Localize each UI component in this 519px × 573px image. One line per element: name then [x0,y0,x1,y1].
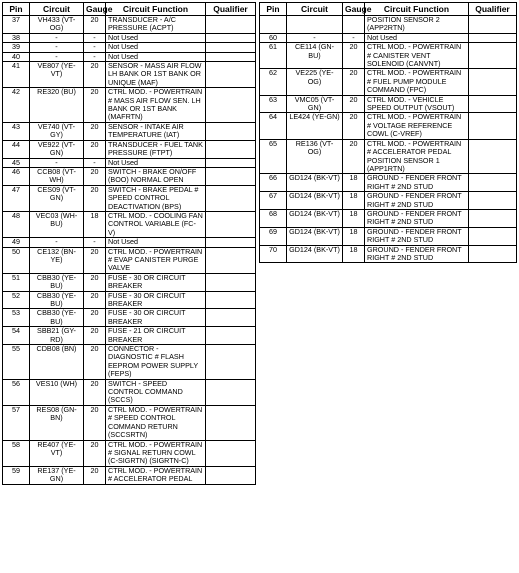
table-row [3,122,256,140]
qualifier-cell [469,192,517,210]
pin-cell: 63 [260,95,287,113]
gauge-cell: - [84,238,106,247]
pin-cell: 41 [3,62,30,88]
function-cell: CTRL MOD. - POWERTRAIN # EVAP CANISTER PURGE VALVE [106,247,206,273]
circuit-cell: RE320 (BU) [30,88,84,123]
qualifier-cell [206,309,256,327]
table-row [3,440,256,466]
circuit-cell [287,16,343,34]
function-cell: SWITCH - SPEED CONTROL COMMAND (SCCS) [106,379,206,405]
function-cell: FUSE - 30 OR CIRCUIT BREAKER [106,309,206,327]
table-row [3,291,256,309]
gauge-cell: - [84,43,106,52]
gauge-cell: 20 [84,291,106,309]
gauge-cell: 20 [84,185,106,211]
gauge-cell: 20 [84,440,106,466]
gauge-cell: 20 [343,113,365,139]
gauge-cell: 20 [84,273,106,291]
gauge-cell: - [84,52,106,61]
pinout-table-right [259,2,517,263]
circuit-cell: RE407 (YE-VT) [30,440,84,466]
table-row [3,211,256,237]
qualifier-cell [206,43,256,52]
qualifier-cell [206,466,256,484]
table-row [3,167,256,185]
circuit-cell: - [30,238,84,247]
table-row [260,209,517,227]
circuit-cell: VES10 (WH) [30,379,84,405]
pin-cell: 59 [3,466,30,484]
pin-cell: 55 [3,345,30,380]
gauge-cell: 20 [84,62,106,88]
pin-cell: 61 [260,43,287,69]
function-cell: FUSE - 21 OR CIRCUIT BREAKER [106,327,206,345]
circuit-cell: CBB30 (YE-BU) [30,291,84,309]
pin-cell: 69 [260,227,287,245]
table-row [260,174,517,192]
gauge-cell: 20 [84,405,106,440]
circuit-cell: CE132 (BN-YE) [30,247,84,273]
qualifier-cell [206,440,256,466]
function-cell: SENSOR - INTAKE AIR TEMPERATURE (IAT) [106,122,206,140]
table-row [3,185,256,211]
qualifier-cell [206,379,256,405]
qualifier-cell [206,158,256,167]
circuit-cell: - [30,43,84,52]
table-row [260,113,517,139]
qualifier-header: Qualifier [206,3,256,16]
table-row [3,16,256,34]
qualifier-cell [206,405,256,440]
pin-cell: 53 [3,309,30,327]
qualifier-cell [206,62,256,88]
function-cell: CTRL MOD. - COOLING FAN CONTROL VARIABLE (FC-V) [106,211,206,237]
qualifier-cell [469,69,517,95]
pin-cell: 37 [3,16,30,34]
pin-cell: 64 [260,113,287,139]
qualifier-cell [469,245,517,263]
function-cell: Not Used [106,52,206,61]
circuit-cell: CES09 (VT-GN) [30,185,84,211]
function-cell: GROUND - FENDER FRONT RIGHT # 2ND STUD [365,227,469,245]
gauge-cell: 18 [84,211,106,237]
gauge-cell: - [343,33,365,42]
qualifier-cell [206,122,256,140]
pin-cell: 52 [3,291,30,309]
table-row [3,62,256,88]
function-cell: GROUND - FENDER FRONT RIGHT # 2ND STUD [365,174,469,192]
gauge-cell: 18 [343,192,365,210]
function-cell: GROUND - FENDER FRONT RIGHT # 2ND STUD [365,245,469,263]
function-cell: Not Used [106,43,206,52]
pin-cell: 57 [3,405,30,440]
circuit-header: Circuit [30,3,84,16]
function-cell: CTRL MOD. - VEHICLE SPEED OUTPUT (VSOUT) [365,95,469,113]
circuit-cell: CCB08 (VT-WH) [30,167,84,185]
table-row [3,88,256,123]
circuit-header: Circuit [287,3,343,16]
table-row [3,158,256,167]
qualifier-cell [206,238,256,247]
gauge-header: Gauge [343,3,365,16]
pin-header: Pin [3,3,30,16]
function-cell: FUSE - 30 OR CIRCUIT BREAKER [106,273,206,291]
gauge-cell: 20 [84,466,106,484]
gauge-cell: 20 [343,95,365,113]
qualifier-cell [206,16,256,34]
function-cell: Not Used [106,158,206,167]
qualifier-header: Qualifier [469,3,517,16]
table-row [260,16,517,34]
header-row [3,3,256,16]
circuit-cell: - [287,33,343,42]
function-cell: Not Used [365,33,469,42]
pin-cell: 47 [3,185,30,211]
pin-cell: 65 [260,139,287,174]
gauge-header: Gauge [84,3,106,16]
gauge-cell: 18 [343,174,365,192]
qualifier-cell [206,88,256,123]
function-cell: GROUND - FENDER FRONT RIGHT # 2ND STUD [365,209,469,227]
gauge-cell: - [84,158,106,167]
function-cell: TRANSDUCER - FUEL TANK PRESSURE (FTPT) [106,140,206,158]
pin-cell: 56 [3,379,30,405]
pinout-table-left [2,2,256,485]
gauge-cell: 20 [84,122,106,140]
circuit-cell: GD124 (BK-VT) [287,245,343,263]
circuit-cell: GD124 (BK-VT) [287,192,343,210]
circuit-cell: VE922 (VT-GN) [30,140,84,158]
circuit-cell: - [30,158,84,167]
circuit-cell: CE114 (GN-BU) [287,43,343,69]
circuit-cell: VE225 (YE-OG) [287,69,343,95]
qualifier-cell [469,139,517,174]
pin-cell: 62 [260,69,287,95]
table-row [260,43,517,69]
qualifier-cell [469,95,517,113]
qualifier-cell [206,247,256,273]
pin-cell [260,16,287,34]
circuit-cell: CBB30 (YE-BU) [30,273,84,291]
function-cell: POSITION SENSOR 2 (APP2RTN) [365,16,469,34]
qualifier-cell [206,327,256,345]
function-cell: CTRL MOD. - POWERTRAIN # MASS AIR FLOW SEN. LH BANK OR 1ST BANK (MAFRTN) [106,88,206,123]
qualifier-cell [469,209,517,227]
function-header: Circuit Function [365,3,469,16]
gauge-cell: 20 [84,327,106,345]
pin-cell: 48 [3,211,30,237]
pin-cell: 40 [3,52,30,61]
gauge-cell: 20 [84,247,106,273]
pin-cell: 50 [3,247,30,273]
function-cell: SWITCH - BRAKE ON/OFF (BOO) NORMAL OPEN [106,167,206,185]
table-row [3,466,256,484]
circuit-cell: - [30,52,84,61]
function-cell: SENSOR - MASS AIR FLOW LH BANK OR 1ST BANK OR UNIQUE (MAF) [106,62,206,88]
circuit-cell: RE136 (VT-OG) [287,139,343,174]
qualifier-cell [206,273,256,291]
function-cell: CTRL MOD. - POWERTRAIN # ACCELERATOR PEDAL [106,466,206,484]
function-cell: Not Used [106,33,206,42]
gauge-cell: 18 [343,245,365,263]
gauge-cell: - [84,33,106,42]
gauge-cell: 20 [343,139,365,174]
qualifier-cell [206,211,256,237]
function-cell: CTRL MOD. - POWERTRAIN # VOLTAGE REFERENCE COWL (C-VREF) [365,113,469,139]
gauge-cell: 20 [84,16,106,34]
pin-header: Pin [260,3,287,16]
pin-cell: 46 [3,167,30,185]
pin-cell: 51 [3,273,30,291]
pin-cell: 54 [3,327,30,345]
table-row [3,140,256,158]
function-header: Circuit Function [106,3,206,16]
table-row [3,309,256,327]
function-cell: CTRL MOD. - POWERTRAIN # FUEL PUMP MODULE COMMAND (FPC) [365,69,469,95]
pin-cell: 67 [260,192,287,210]
qualifier-cell [206,33,256,42]
circuit-cell: VH433 (VT-OG) [30,16,84,34]
function-cell: CTRL MOD. - POWERTRAIN # SPEED CONTROL COMMAND RETURN (SCCSRTN) [106,405,206,440]
qualifier-cell [206,291,256,309]
gauge-cell [343,16,365,34]
qualifier-cell [469,33,517,42]
gauge-cell: 20 [343,43,365,69]
pin-cell: 58 [3,440,30,466]
circuit-cell: - [30,33,84,42]
table-row [3,327,256,345]
qualifier-cell [206,185,256,211]
table-row [260,245,517,263]
table-row [3,43,256,52]
pin-cell: 44 [3,140,30,158]
gauge-cell: 18 [343,209,365,227]
qualifier-cell [206,140,256,158]
circuit-cell: VEC03 (WH-BU) [30,211,84,237]
circuit-cell: VMC05 (VT-GN) [287,95,343,113]
qualifier-cell [206,167,256,185]
qualifier-cell [206,52,256,61]
function-cell: Not Used [106,238,206,247]
table-row [260,95,517,113]
qualifier-cell [469,174,517,192]
circuit-cell: CBB30 (YE-BU) [30,309,84,327]
circuit-cell: CDB08 (BN) [30,345,84,380]
gauge-cell: 20 [343,69,365,95]
gauge-cell: 18 [343,227,365,245]
table-row [3,405,256,440]
function-cell: TRANSDUCER - A/C PRESSURE (ACPT) [106,16,206,34]
function-cell: CTRL MOD. - POWERTRAIN # SIGNAL RETURN COWL (C-SIGRTN) (SIGRTN-C) [106,440,206,466]
circuit-cell: RES08 (GN-BN) [30,405,84,440]
circuit-cell: GD124 (BK-VT) [287,227,343,245]
pin-cell: 38 [3,33,30,42]
gauge-cell: 20 [84,379,106,405]
table-row [260,139,517,174]
circuit-cell: GD124 (BK-VT) [287,209,343,227]
circuit-cell: RE137 (YE-GN) [30,466,84,484]
qualifier-cell [206,345,256,380]
table-row [260,69,517,95]
table-row [3,379,256,405]
pin-cell: 49 [3,238,30,247]
function-cell: FUSE - 30 OR CIRCUIT BREAKER [106,291,206,309]
function-cell: CTRL MOD. - POWERTRAIN # CANISTER VENT SOLENOID (CANVNT) [365,43,469,69]
table-row [3,238,256,247]
gauge-cell: 20 [84,309,106,327]
gauge-cell: 20 [84,140,106,158]
table-row [3,345,256,380]
gauge-cell: 20 [84,167,106,185]
qualifier-cell [469,16,517,34]
circuit-cell: VE740 (VT-GY) [30,122,84,140]
table-row [260,192,517,210]
pin-cell: 60 [260,33,287,42]
pin-cell: 45 [3,158,30,167]
table-row [3,273,256,291]
table-row [3,247,256,273]
gauge-cell: 20 [84,345,106,380]
pin-cell: 70 [260,245,287,263]
pin-cell: 42 [3,88,30,123]
pin-cell: 39 [3,43,30,52]
gauge-cell: 20 [84,88,106,123]
header-row [260,3,517,16]
circuit-cell: VE807 (YE-VT) [30,62,84,88]
pin-cell: 66 [260,174,287,192]
circuit-cell: GD124 (BK-VT) [287,174,343,192]
function-cell: SWITCH - BRAKE PEDAL # SPEED CONTROL DEACTIVATION (BPS) [106,185,206,211]
function-cell: CONNECTOR - DIAGNOSTIC # FLASH EEPROM POWER SUPPLY (FEPS) [106,345,206,380]
circuit-cell: SBB21 (GY-RD) [30,327,84,345]
qualifier-cell [469,113,517,139]
pin-cell: 43 [3,122,30,140]
function-cell: GROUND - FENDER FRONT RIGHT # 2ND STUD [365,192,469,210]
pin-cell: 68 [260,209,287,227]
qualifier-cell [469,227,517,245]
qualifier-cell [469,43,517,69]
table-row [260,227,517,245]
function-cell: CTRL MOD. - POWERTRAIN # ACCELERATOR PEDAL POSITION SENSOR 1 (APP1RTN) [365,139,469,174]
circuit-cell: LE424 (YE-GN) [287,113,343,139]
